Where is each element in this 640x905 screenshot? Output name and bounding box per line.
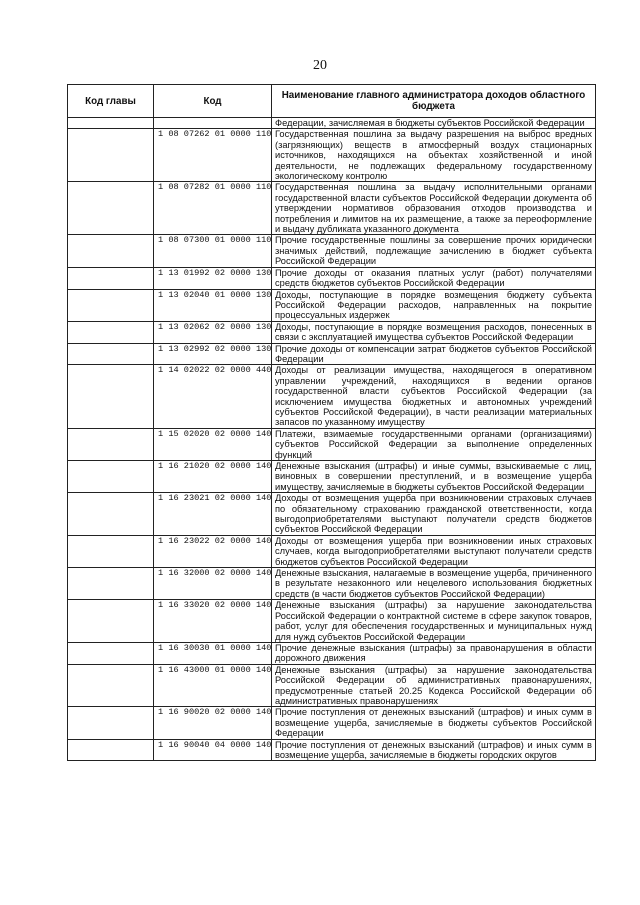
table-row — [68, 343, 596, 365]
chapter-cell — [68, 461, 154, 493]
code-cell: 1 13 02062 02 0000 130 — [154, 321, 272, 343]
chapter-cell — [68, 118, 154, 129]
name-cell: Прочие денежные взыскания (штрафы) за правонарушения в области дорожного движения — [272, 642, 596, 664]
table-row — [68, 118, 596, 129]
table-row — [68, 365, 596, 428]
name-cell: Прочие государственные пошлины за совершение прочих юридически значимых действий, подлежащие зачислению в бюджет субъекта Российской Федерации — [272, 235, 596, 267]
page-number: 20 — [313, 58, 327, 73]
name-cell: Денежные взыскания (штрафы) за нарушение законодательства Российской Федерации о контрактной системе в сфере закупок товаров, работ, услуг для обеспечения государственных и муниципальных нужд для нужд субъектов Российской Федерации — [272, 600, 596, 643]
table-row — [68, 493, 596, 536]
table-row — [68, 235, 596, 267]
name-cell: Прочие доходы от оказания платных услуг (работ) получателями средств бюджетов субъектов Российской Федерации — [272, 267, 596, 289]
name-cell: Доходы, поступающие в порядке возмещения бюджету субъекта Российской Федерации расходов, направленных на покрытие процессуальных издержек — [272, 289, 596, 321]
name-cell: Денежные взыскания, налагаемые в возмещение ущерба, причиненного в результате незаконного или нецелевого использования бюджетных средств (в части бюджетов субъектов Российской Федерации) — [272, 568, 596, 600]
name-cell: Государственная пошлина за выдачу разрешения на выброс вредных (загрязняющих) веществ в атмосферный воздух стационарных источников, находящихся на объектах хозяйственной и иной деятельности, не подлежащих федеральному государственному экологическому контролю — [272, 129, 596, 182]
table-row — [68, 664, 596, 707]
chapter-cell — [68, 707, 154, 739]
chapter-cell — [68, 568, 154, 600]
chapter-cell — [68, 428, 154, 460]
code-cell: 1 08 07262 01 0000 110 — [154, 129, 272, 182]
chapter-cell — [68, 739, 154, 761]
chapter-cell — [68, 535, 154, 567]
table-row — [68, 739, 596, 761]
chapter-cell — [68, 321, 154, 343]
code-cell: 1 13 02040 01 0000 130 — [154, 289, 272, 321]
table-row — [68, 289, 596, 321]
header-code: Код — [154, 85, 272, 118]
code-cell: 1 16 23022 02 0000 140 — [154, 535, 272, 567]
code-cell: 1 16 43000 01 0000 140 — [154, 664, 272, 707]
table-row — [68, 321, 596, 343]
code-cell: 1 16 32000 02 0000 140 — [154, 568, 272, 600]
name-cell: Денежные взыскания (штрафы) за нарушение законодательства Российской Федерации об административных правонарушениях, предусмотренные статьей 20.25 Кодекса Российской Федерации об административных правонарушениях — [272, 664, 596, 707]
name-cell: Платежи, взимаемые государственными органами (организациями) субъектов Российской Федерации за выполнение определенных функций — [272, 428, 596, 460]
chapter-cell — [68, 235, 154, 267]
chapter-cell — [68, 289, 154, 321]
code-cell: 1 15 02020 02 0000 140 — [154, 428, 272, 460]
name-cell: Доходы, поступающие в порядке возмещения расходов, понесенных в связи с эксплуатацией имущества субъектов Российской Федерации — [272, 321, 596, 343]
table-header-row — [68, 85, 596, 118]
table-row — [68, 535, 596, 567]
code-cell: 1 16 23021 02 0000 140 — [154, 493, 272, 536]
name-cell: Доходы от возмещения ущерба при возникновении страховых случаев по обязательному страхованию гражданской ответственности, когда выгодоприобретателями выступают получатели средств бюджетов субъектов Российской Федерации — [272, 493, 596, 536]
code-cell — [154, 118, 272, 129]
chapter-cell — [68, 493, 154, 536]
table-row — [68, 642, 596, 664]
name-cell: Доходы от возмещения ущерба при возникновении иных страховых случаев, когда выгодоприобретателями выступают получатели средств бюджетов субъектов Российской Федерации — [272, 535, 596, 567]
table-row — [68, 568, 596, 600]
code-cell: 1 16 90040 04 0000 140 — [154, 739, 272, 761]
code-cell: 1 14 02022 02 0000 440 — [154, 365, 272, 428]
table-row — [68, 182, 596, 235]
code-cell: 1 13 02992 02 0000 130 — [154, 343, 272, 365]
chapter-cell — [68, 343, 154, 365]
name-cell: Доходы от реализации имущества, находящегося в оперативном управлении учреждений, находящихся в ведении органов государственной власти субъектов Российской Федерации (за исключением имущества бюджетных и автономных учреждений субъектов Российской Федерации), в части реализации материальных запасов по указанному имуществу — [272, 365, 596, 428]
name-cell: Государственная пошлина за выдачу исполнительными органами государственной власти субъектов Российской Федерации документа об утверждении нормативов образования отходов производства и потребления и лимитов на их размещение, а также за переоформление и выдачу дубликата указанного документа — [272, 182, 596, 235]
name-cell: Федерации, зачисляемая в бюджеты субъектов Российской Федерации — [272, 118, 596, 129]
name-cell: Прочие поступления от денежных взысканий (штрафов) и иных сумм в возмещение ущерба, зачисляемые в бюджеты субъектов Российской Федерации — [272, 707, 596, 739]
table-row — [68, 461, 596, 493]
code-cell: 1 08 07300 01 0000 110 — [154, 235, 272, 267]
code-cell: 1 13 01992 02 0000 130 — [154, 267, 272, 289]
name-cell: Прочие доходы от компенсации затрат бюджетов субъектов Российской Федерации — [272, 343, 596, 365]
code-cell: 1 08 07282 01 0000 110 — [154, 182, 272, 235]
chapter-cell — [68, 664, 154, 707]
name-cell: Прочие поступления от денежных взысканий (штрафов) и иных сумм в возмещение ущерба, зачисляемые в бюджеты городских округов — [272, 739, 596, 761]
table-row — [68, 428, 596, 460]
header-chapter-code: Код главы — [68, 85, 154, 118]
chapter-cell — [68, 365, 154, 428]
chapter-cell — [68, 642, 154, 664]
header-administrator-name: Наименование главного администратора доходов областного бюджета — [272, 85, 596, 118]
code-cell: 1 16 90020 02 0000 140 — [154, 707, 272, 739]
code-cell: 1 16 21020 02 0000 140 — [154, 461, 272, 493]
chapter-cell — [68, 182, 154, 235]
name-cell: Денежные взыскания (штрафы) и иные суммы, взыскиваемые с лиц, виновных в совершении преступлений, и в возмещение ущерба имуществу, зачисляемые в бюджеты субъектов Российской Федерации — [272, 461, 596, 493]
code-cell: 1 16 30030 01 0000 140 — [154, 642, 272, 664]
table-row — [68, 707, 596, 739]
table-row — [68, 267, 596, 289]
code-cell: 1 16 33020 02 0000 140 — [154, 600, 272, 643]
chapter-cell — [68, 600, 154, 643]
table-row — [68, 129, 596, 182]
chapter-cell — [68, 129, 154, 182]
table-row — [68, 600, 596, 643]
chapter-cell — [68, 267, 154, 289]
revenue-administrators-table — [67, 84, 596, 761]
